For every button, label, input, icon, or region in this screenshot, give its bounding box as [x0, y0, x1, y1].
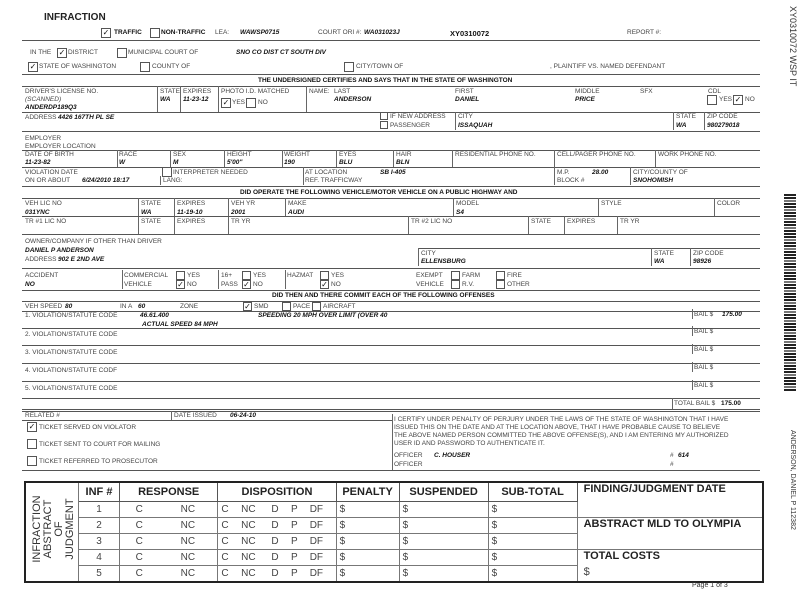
- certify-line-3: THE ABOVE NAMED PERSON COMMITTED THE ABOVE OFFENSE(S), AND I AM ENTERING MY AUTHORIZED: [394, 432, 729, 439]
- dl-expires-label: EXPIRES: [183, 88, 212, 95]
- owner-label: OWNER/COMPANY IF OTHER THAN DRIVER: [25, 238, 162, 245]
- photo-yes-label: YES: [232, 99, 246, 106]
- commercial-no-checkbox[interactable]: ✓: [177, 280, 184, 289]
- disp-df[interactable]: DF: [307, 502, 336, 518]
- response-nc[interactable]: NC: [158, 550, 217, 566]
- dl-state-label: STATE: [160, 88, 180, 95]
- subtotal: $: [488, 518, 577, 534]
- work-phone-label: WORK PHONE NO.: [658, 151, 717, 158]
- passenger-label: PASSENGER: [390, 122, 430, 129]
- in-a-value: 60: [138, 303, 146, 310]
- cdl-label: CDL: [708, 88, 722, 95]
- veh-lic-value: 031YNC: [25, 209, 50, 216]
- scanned-label: (SCANNED): [25, 96, 62, 103]
- disp-d[interactable]: D: [268, 502, 288, 518]
- penalty: $: [336, 550, 399, 566]
- violation-1-code: 46.61.400: [140, 312, 169, 319]
- owner-state-label: STATE: [654, 250, 674, 257]
- violation-1-desc: SPEEDING 20 MPH OVER LIMIT (OVER 40: [258, 312, 388, 319]
- pass-yes-checkbox[interactable]: [242, 271, 251, 280]
- rv-label: R.V.: [462, 281, 475, 288]
- veh-lic-label: VEH LIC NO: [25, 200, 62, 207]
- hazmat-yes-checkbox[interactable]: [320, 271, 329, 280]
- mp-label: M.P.: [557, 169, 570, 176]
- disp-d[interactable]: D: [268, 566, 288, 583]
- header-response: RESPONSE: [120, 482, 218, 502]
- finding-date-label: FINDING/JUDGMENT DATE: [577, 482, 763, 518]
- veh-year-value: 2001: [231, 209, 246, 216]
- margin-name-text: ANDERSON, DANIEL P 112382: [789, 430, 796, 530]
- district-label: DISTRICT: [68, 49, 98, 56]
- header-suspended: SUSPENDED: [399, 482, 488, 502]
- total-bail-label: TOTAL BAIL $: [674, 400, 716, 407]
- city-field-value: ISSAQUAH: [458, 122, 493, 129]
- commercial-yes-checkbox[interactable]: [176, 271, 185, 280]
- mailing-label: TICKET SENT TO COURT FOR MAILING: [39, 441, 161, 448]
- veh-year-label: VEH YR: [231, 200, 256, 207]
- inf-num: 1: [79, 502, 120, 518]
- suspended: $: [399, 566, 488, 583]
- total-costs-label: TOTAL COSTS: [583, 550, 660, 562]
- trailer2-year-label: TR YR: [620, 218, 640, 225]
- accident-label: ACCIDENT: [25, 272, 59, 279]
- address-label: ADDRESS: [25, 114, 57, 121]
- weight-label: WEIGHT: [284, 151, 310, 158]
- at-location-label: AT LOCATION: [305, 169, 348, 176]
- other-label: OTHER: [507, 281, 530, 288]
- cdl-yes-checkbox[interactable]: [707, 95, 717, 105]
- commercial-vehicle-label: VEHICLE: [124, 281, 152, 288]
- rv-checkbox[interactable]: [451, 280, 460, 289]
- dob-label: DATE OF BIRTH: [25, 151, 74, 158]
- violation-3-label: 3. VIOLATION/STATUTE CODE: [25, 349, 118, 356]
- new-address-label: IF NEW ADDRESS: [390, 113, 446, 120]
- height-value: 5'00": [227, 159, 243, 166]
- veh-state-value: WA: [141, 209, 152, 216]
- response-c[interactable]: C: [120, 566, 159, 583]
- fire-checkbox[interactable]: [496, 271, 505, 280]
- violation-date-label: VIOLATION DATE: [25, 169, 78, 176]
- employer-location-label: EMPLOYER LOCATION: [25, 143, 96, 150]
- zone-label: ZONE: [180, 303, 199, 310]
- trailer1-state-label: STATE: [141, 218, 161, 225]
- farm-checkbox[interactable]: [451, 271, 460, 280]
- penalty: $: [336, 534, 399, 550]
- disp-c[interactable]: C: [218, 566, 238, 583]
- dl-state-value: WA: [160, 96, 171, 103]
- officer2-label: OFFICER: [394, 461, 423, 468]
- middle-name-label: MIDDLE: [575, 88, 600, 95]
- trailer2-lic-label: TR #2 LIC NO: [411, 218, 453, 225]
- disp-c[interactable]: C: [218, 550, 238, 566]
- new-address-checkbox[interactable]: [380, 112, 388, 120]
- photo-no-checkbox[interactable]: [246, 98, 256, 108]
- officer-number-label: #: [670, 452, 674, 459]
- disp-c[interactable]: C: [218, 518, 238, 534]
- hazmat-no-checkbox[interactable]: ✓: [321, 280, 328, 289]
- served-label: TICKET SERVED ON VIOLATOR: [39, 424, 137, 431]
- addr-state-value: WA: [676, 122, 687, 129]
- violation-4-label: 4. VIOLATION/STATUTE CODF: [25, 367, 118, 374]
- last-name-value: ANDERSON: [334, 96, 372, 103]
- header-disposition: DISPOSITION: [218, 482, 336, 502]
- abstract-side-label: [25, 482, 79, 582]
- response-c[interactable]: C: [120, 502, 159, 518]
- suspended: $: [399, 518, 488, 534]
- officer-name: C. HOUSER: [434, 452, 471, 459]
- license-value: ANDERDP189Q3: [25, 104, 77, 111]
- eyes-label: EYES: [339, 151, 357, 158]
- interpreter-checkbox[interactable]: [162, 167, 172, 177]
- county-checkbox[interactable]: [140, 62, 150, 72]
- mp-value: 28.00: [592, 169, 609, 176]
- lang-label: LANG:: [163, 177, 183, 184]
- prosecutor-label: TICKET REFERRED TO PROSECUTOR: [39, 458, 158, 465]
- sex-label: SEX: [173, 151, 187, 158]
- subtotal: $: [488, 502, 577, 518]
- county-label: COUNTY OF: [152, 63, 191, 70]
- photo-id-label: PHOTO I.D. MATCHED: [221, 88, 290, 95]
- violation-1-bail-value: 175.00: [722, 311, 742, 318]
- plaintiff-text: , PLAINTIFF VS. NAMED DEFENDANT: [550, 63, 666, 70]
- subtotal: $: [488, 550, 577, 566]
- disp-df[interactable]: DF: [307, 550, 336, 566]
- disp-df[interactable]: DF: [307, 534, 336, 550]
- municipal-label: MUNICIPAL COURT OF: [128, 49, 199, 56]
- certify-line-2: ISSUED THIS ON THE DATE AND AT THE LOCATION ABOVE, THAT I HAVE PROBABLE CAUSE TO BELIEVE: [394, 424, 721, 431]
- employer-label: EMPLOYER: [25, 135, 62, 142]
- veh-speed-value: 80: [65, 303, 73, 310]
- disp-nc[interactable]: NC: [238, 518, 268, 534]
- veh-make-label: MAKE: [288, 200, 307, 207]
- name-label: NAME:: [309, 88, 330, 95]
- subtotal: $: [488, 566, 577, 583]
- other-checkbox[interactable]: [496, 280, 505, 289]
- pace-checkbox[interactable]: [282, 302, 291, 311]
- margin-citation-text: XY0310072 WSP IT: [788, 6, 798, 87]
- owner-state-value: WA: [654, 258, 665, 265]
- violation-date-value: 6/24/2010 18:17: [82, 177, 130, 184]
- violation-4-bail-label: BAIL $: [694, 364, 714, 371]
- smd-checkbox[interactable]: ✓: [244, 302, 251, 311]
- veh-expires-label: EXPIRES: [177, 200, 206, 207]
- lea-value: WAWSP0715: [240, 29, 280, 36]
- trailer1-year-label: TR YR: [231, 218, 251, 225]
- owner-city-label: CITY: [421, 250, 436, 257]
- court-ori-value: WA031023J: [364, 29, 400, 36]
- state-checkbox[interactable]: ✓: [29, 62, 37, 71]
- traffic-checkbox[interactable]: ✓: [102, 28, 110, 37]
- farm-label: FARM: [462, 272, 481, 279]
- interpreter-label: INTERPRETER NEEDED: [173, 169, 248, 176]
- certify-line-1: I CERTIFY UNDER PENALTY OF PERJURY UNDER THE LAWS OF THE STATE OF WASHINGTON THAT I HAVE: [394, 416, 729, 423]
- suspended: $: [399, 502, 488, 518]
- commercial-no-label: NO: [187, 281, 197, 288]
- commercial-yes-label: YES: [187, 272, 201, 279]
- report-number-label: REPORT #:: [627, 29, 662, 36]
- accident-value: NO: [25, 281, 35, 288]
- disp-nc[interactable]: NC: [238, 502, 268, 518]
- inf-num: 3: [79, 534, 120, 550]
- disp-c[interactable]: C: [218, 534, 238, 550]
- addr-state-label: STATE: [676, 113, 696, 120]
- served-checkbox[interactable]: ✓: [28, 422, 36, 431]
- violation-3-bail-label: BAIL $: [694, 346, 714, 353]
- disp-nc[interactable]: NC: [238, 566, 268, 583]
- disp-p[interactable]: P: [288, 502, 307, 518]
- date-issued-value: 06-24-10: [230, 412, 257, 419]
- weight-value: 190: [284, 159, 295, 166]
- header-penalty: PENALTY: [336, 482, 399, 502]
- veh-color-label: COLOR: [717, 200, 741, 207]
- violation-5-bail-label: BAIL $: [694, 382, 714, 389]
- non-traffic-checkbox[interactable]: [150, 28, 160, 38]
- first-name-label: FIRST: [455, 88, 474, 95]
- response-c[interactable]: C: [120, 518, 159, 534]
- disp-p[interactable]: P: [288, 534, 307, 550]
- inf-num: 2: [79, 518, 120, 534]
- cdl-yes-label: YES: [719, 96, 733, 103]
- total-costs-cell: [577, 550, 763, 583]
- trailer1-lic-label: TR #1 LIC NO: [25, 218, 67, 225]
- hazmat-no-label: NO: [331, 281, 341, 288]
- veh-style-label: STYLE: [601, 200, 622, 207]
- inf-num: 5: [79, 566, 120, 583]
- address-value: 4426 167TH PL SE: [58, 114, 115, 121]
- smd-label: SMD: [254, 303, 269, 310]
- mailing-checkbox[interactable]: [27, 439, 37, 449]
- violation-2-bail-label: BAIL $: [694, 328, 714, 335]
- vehicle-heading: DID OPERATE THE FOLLOWING VEHICLE/MOTOR VEHICLE ON A PUBLIC HIGHWAY AND: [240, 189, 518, 196]
- response-nc[interactable]: NC: [158, 502, 217, 518]
- middle-name-value: PRICE: [575, 96, 595, 103]
- header-inf-num: INF #: [79, 482, 120, 502]
- penalty: $: [336, 566, 399, 583]
- pass16-label: 16+: [221, 272, 233, 279]
- traffic-label: TRAFFIC: [114, 29, 142, 36]
- state-label: STATE OF WASHINGTON: [39, 63, 117, 70]
- pass-yes-label: YES: [253, 272, 267, 279]
- suffix-label: SFX: [640, 88, 653, 95]
- response-nc[interactable]: NC: [158, 518, 217, 534]
- abstract-mld-label: ABSTRACT MLD TO OLYMPIA: [577, 518, 763, 550]
- aircraft-label: AIRCRAFT: [323, 303, 356, 310]
- non-traffic-label: NON-TRAFFIC: [161, 29, 206, 36]
- total-costs-value: $: [583, 566, 590, 578]
- response-c[interactable]: C: [120, 550, 159, 566]
- city-field-label: CITY: [458, 113, 473, 120]
- penalty: $: [336, 518, 399, 534]
- city-county-value: SNOHOMISH: [633, 177, 674, 184]
- court-ori-label: COURT ORI #:: [318, 29, 362, 36]
- exempt-label: EXEMPT: [416, 272, 443, 279]
- exempt-vehicle-label: VEHICLE: [416, 281, 444, 288]
- subtotal: $: [488, 534, 577, 550]
- license-label: DRIVER'S LICENSE NO.: [25, 88, 99, 95]
- cell-phone-label: CELL/PAGER PHONE NO.: [557, 151, 636, 158]
- owner-address-label: ADDRESS: [25, 256, 57, 263]
- response-nc[interactable]: NC: [158, 566, 217, 583]
- on-or-about-label: ON OR ABOUT: [25, 177, 71, 184]
- disp-p[interactable]: P: [288, 550, 307, 566]
- disp-d[interactable]: D: [268, 550, 288, 566]
- date-issued-label: DATE ISSUED: [174, 412, 217, 419]
- inf-num: 4: [79, 550, 120, 566]
- suspended: $: [399, 534, 488, 550]
- photo-yes-checkbox[interactable]: ✓: [222, 98, 230, 107]
- last-name-label: LAST: [334, 88, 351, 95]
- height-label: HEIGHT: [227, 151, 252, 158]
- municipal-checkbox[interactable]: [117, 48, 127, 58]
- disp-p[interactable]: P: [288, 518, 307, 534]
- hazmat-yes-label: YES: [331, 272, 345, 279]
- city-checkbox[interactable]: [344, 62, 354, 72]
- disp-d[interactable]: D: [268, 534, 288, 550]
- owner-zip-value: 98926: [693, 258, 712, 265]
- eyes-value: BLU: [339, 159, 353, 166]
- residential-phone-label: RESIDENTIAL PHONE NO.: [455, 151, 536, 158]
- abstract-of-judgment-table: [24, 481, 764, 583]
- veh-state-label: STATE: [141, 200, 161, 207]
- citation-number: XY0310072: [450, 29, 490, 38]
- dob-value: 11-23-82: [25, 159, 51, 166]
- block-label: BLOCK #: [557, 177, 585, 184]
- penalty: $: [336, 502, 399, 518]
- location-value: SB I-405: [380, 169, 406, 176]
- passenger-checkbox[interactable]: [380, 121, 388, 129]
- certify-line-4: USER ID AND PASSWORD TO AUTHENTICATE IT.: [394, 440, 545, 447]
- in-the-label: IN THE: [30, 49, 52, 56]
- pass-no-label: NO: [253, 281, 263, 288]
- side-label-line-2: ABSTRACT: [42, 499, 54, 559]
- commercial-label: COMMERCIAL: [124, 272, 169, 279]
- owner-value: DANIEL P ANDERSON: [25, 247, 94, 254]
- cdl-no-label: NO: [745, 96, 755, 103]
- photo-no-label: NO: [258, 99, 268, 106]
- response-c[interactable]: C: [120, 534, 159, 550]
- cdl-no-checkbox[interactable]: ✓: [734, 95, 742, 104]
- court-name: SNO CO DIST CT SOUTH DIV: [236, 49, 326, 56]
- disp-nc[interactable]: NC: [238, 550, 268, 566]
- related-label: RELATED #: [25, 412, 60, 419]
- veh-model-value: S4: [456, 209, 464, 216]
- first-name-value: DANIEL: [455, 96, 480, 103]
- race-value: W: [119, 159, 126, 166]
- header-subtotal: SUB-TOTAL: [488, 482, 577, 502]
- side-label-line-4: JUDGMENT: [64, 498, 76, 560]
- hair-label: HAIR: [396, 151, 412, 158]
- certifies-heading: THE UNDERSIGNED CERTIFIES AND SAYS THAT IN THE STATE OF WASHINGTON: [258, 77, 513, 84]
- offenses-heading: DID THEN AND THERE COMMIT EACH OF THE FOLLOWING OFFENSES: [272, 292, 495, 299]
- ref-trafficway-label: REF. TRAFFICWAY: [305, 177, 363, 184]
- lea-label: LEA:: [215, 29, 230, 36]
- disp-df[interactable]: DF: [307, 566, 336, 583]
- veh-expires-value: 11-19-10: [177, 209, 203, 216]
- district-checkbox[interactable]: ✓: [58, 48, 66, 57]
- city-county-label: CITY/COUNTY OF: [633, 169, 688, 176]
- owner-city-value: ELLENSBURG: [421, 258, 466, 265]
- violation-1-label: 1. VIOLATION/STATUTE CODE: [25, 312, 118, 319]
- trailer1-expires-label: EXPIRES: [177, 218, 206, 225]
- zip-label: ZIP CODE: [707, 113, 738, 120]
- form-title: INFRACTION: [44, 12, 106, 23]
- abstract-row-4: [25, 550, 763, 566]
- violation-1-bail-label: BAIL $: [694, 311, 714, 318]
- veh-make-value: AUDI: [288, 209, 304, 216]
- race-label: RACE: [119, 151, 138, 158]
- total-bail-value: 175.00: [721, 400, 741, 407]
- pass-label: PASS: [221, 281, 238, 288]
- disp-c[interactable]: C: [218, 502, 238, 518]
- disp-df[interactable]: DF: [307, 518, 336, 534]
- page-indicator: Page 1 of 3: [692, 582, 728, 589]
- in-a-label: IN A: [120, 303, 133, 310]
- owner-zip-label: ZIP CODE: [693, 250, 724, 257]
- sex-value: M: [173, 159, 179, 166]
- disp-d[interactable]: D: [268, 518, 288, 534]
- officer-label: OFFICER: [394, 452, 423, 459]
- side-label-line-1: INFRACTION: [31, 495, 43, 563]
- veh-model-label: MODEL: [456, 200, 480, 207]
- trailer2-expires-label: EXPIRES: [567, 218, 596, 225]
- pace-label: PACE: [293, 303, 311, 310]
- city-label: CITY/TOWN OF: [356, 63, 404, 70]
- violation-5-label: 5. VIOLATION/STATUTE CODE: [25, 385, 118, 392]
- trailer2-state-label: STATE: [531, 218, 551, 225]
- violation-2-label: 2. VIOLATION/STATUTE CODE: [25, 331, 118, 338]
- suspended: $: [399, 550, 488, 566]
- hair-value: BLN: [396, 159, 410, 166]
- fire-label: FIRE: [507, 272, 522, 279]
- prosecutor-checkbox[interactable]: [27, 456, 37, 466]
- hazmat-label: HAZMAT: [287, 272, 314, 279]
- veh-speed-label: VEH SPEED: [25, 303, 63, 310]
- dl-expires-value: 11-23-12: [183, 96, 209, 103]
- disp-p[interactable]: P: [288, 566, 307, 583]
- owner-address-value: 902 E 2ND AVE: [58, 256, 105, 263]
- response-nc[interactable]: NC: [158, 534, 217, 550]
- violation-1-detail: ACTUAL SPEED 84 MPH: [142, 321, 218, 328]
- disp-nc[interactable]: NC: [238, 534, 268, 550]
- barcode: [784, 194, 796, 392]
- abstract-row-2: [25, 518, 763, 534]
- aircraft-checkbox[interactable]: [312, 302, 321, 311]
- zip-value: 980279018: [707, 122, 740, 129]
- officer2-number-label: #: [670, 461, 674, 468]
- side-label-line-3: OF: [53, 521, 65, 537]
- pass-no-checkbox[interactable]: ✓: [243, 280, 250, 289]
- officer-number-value: 614: [678, 452, 689, 459]
